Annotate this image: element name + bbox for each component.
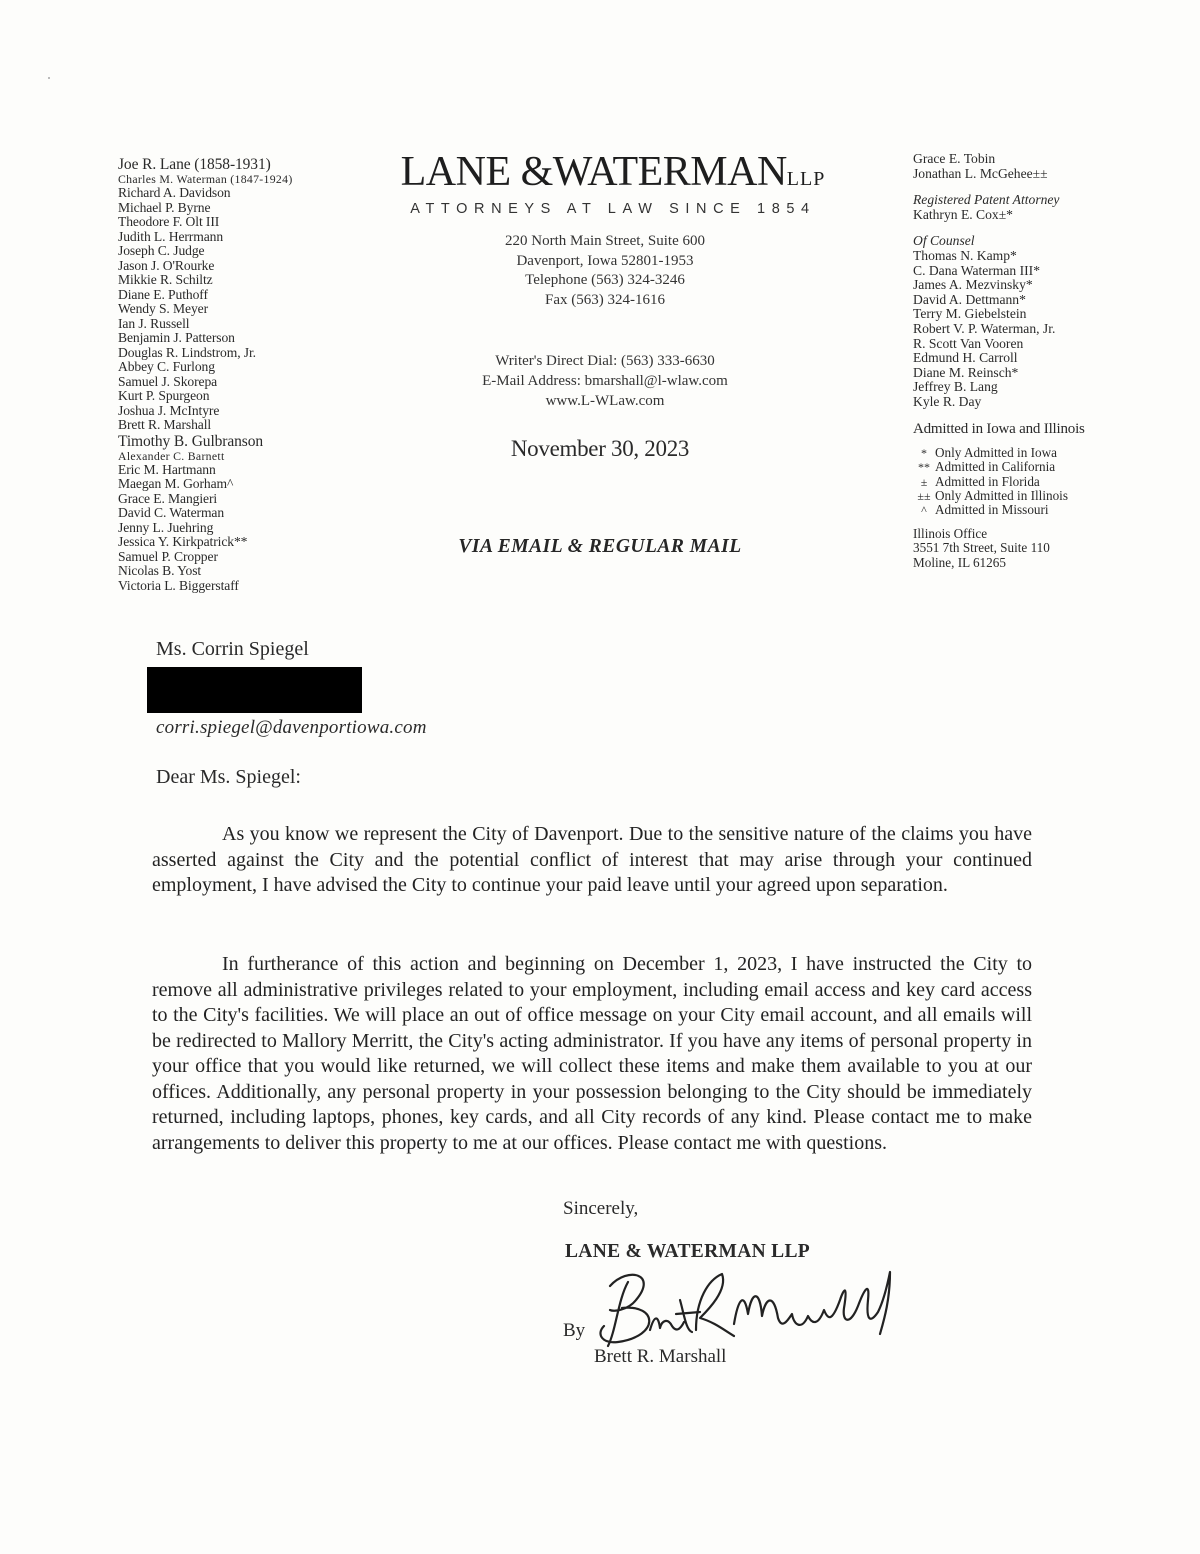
legend-symbol: ±: [920, 474, 928, 489]
recipient-email: corri.spiegel@davenportiowa.com: [156, 717, 427, 738]
body-paragraph: As you know we represent the City of Davenport. Due to the sensitive nature of the claims you have asserted against the City and the potential conflict of interest that may arise through your continued employment, I have advised the City to continue your paid leave until your agreed upon separation.: [152, 823, 1032, 896]
counsel-heading: Of Counsel: [913, 233, 975, 249]
scan-speck: [48, 77, 50, 79]
attorney-name: Theodore F. Olt III: [118, 214, 220, 229]
admission-legend: [913, 446, 1123, 517]
legend-row: [913, 503, 1123, 517]
legend-text: Admitted in Florida: [935, 473, 1040, 489]
attorney-name: Eric M. Hartmann: [118, 461, 216, 477]
handwritten-signature: [588, 1260, 908, 1360]
signature-firm: LANE & WATERMAN LLP: [565, 1241, 810, 1262]
legend-row: [913, 475, 1123, 489]
attorney-name: Samuel P. Cropper: [118, 548, 218, 564]
salutation: Dear Ms. Spiegel:: [156, 766, 301, 788]
attorney-name: Joe R. Lane (1858-1931): [118, 156, 271, 173]
attorney-name: Jason J. O'Rourke: [118, 257, 215, 273]
counsel-name: David A. Dettmann*: [913, 291, 1026, 307]
attorney-name: Ian J. Russell: [118, 315, 190, 331]
attorney-name: Joshua J. McIntyre: [118, 402, 220, 418]
attorney-name: Grace E. Mangieri: [118, 490, 218, 506]
attorney-list-right: Grace E. Tobin Jonathan L. McGehee±± Registered Patent Attorney Kathryn E. Cox±* Of Counsel Thomas N. Kamp* C. Dana Waterman III* James A. Mezvinsky* David A. Dettmann* Terry M. Giebelstein Robert V. P. Waterman, Jr. R. Scott Van Vooren Edmund H. Carroll Diane M. Reinsch* Jeffrey B. Lang Kyle R. Day Admitted in Iowa and Illinois * Only Admitted in Iowa ** Admitted in California ± Admitted in Florida ±± Only Admitted in Illinois ^ Admitted in Missouri Illinois Office 3551 7th Street, Suite 110 Moline, IL 61265: [913, 152, 1123, 570]
attorney-name: Maegan M. Gorham^: [118, 476, 234, 491]
attorney-name: Alexander C. Barnett: [118, 448, 225, 463]
legend-symbol: **: [918, 460, 930, 475]
direct-dial: Writer's Direct Dial: (563) 333-6630: [495, 353, 715, 369]
valediction: Sincerely,: [563, 1198, 639, 1219]
counsel-name: Robert V. P. Waterman, Jr.: [913, 320, 1056, 336]
patent-heading: Registered Patent Attorney: [913, 192, 1060, 208]
counsel-name: Edmund H. Carroll: [913, 350, 1018, 366]
attorney-name: Jenny L. Juehring: [118, 519, 214, 535]
delivery-method: VIA EMAIL & REGULAR MAIL: [458, 536, 742, 557]
attorney-name: Charles M. Waterman (1847-1924): [118, 172, 293, 186]
attorney-name: Michael P. Byrne: [118, 199, 211, 215]
counsel-name: Thomas N. Kamp*: [913, 247, 1017, 263]
body-paragraph: In furtherance of this action and beginning on December 1, 2023, I have instructed the City to remove all administrative privileges related to your employment, including email access and key card access to the City's facilities. We will place an out of office message on your City email account, and all emails will be redirected to Mallory Merritt, the City's acting administrator. If you have any items of personal property in your office that you would like returned, we will collect these items and make them available to you at our offices. Additionally, any personal property in your possession belonging to the City should be immediately returned, including laptops, phones, key cards, and all City records of any kind. Please contact me to make arrangements to deliver this property to me at our offices. Please contact me with questions.: [152, 953, 1032, 1154]
illinois-office: Illinois Office 3551 7th Street, Suite 110 Moline, IL 61265: [913, 526, 1050, 570]
counsel-name: Jeffrey B. Lang: [913, 379, 998, 395]
attorney-name: Abbey C. Furlong: [118, 359, 215, 374]
attorney-name: Diane E. Puthoff: [118, 286, 208, 302]
counsel-name: Diane M. Reinsch*: [913, 364, 1019, 380]
attorney-name: Benjamin J. Patterson: [118, 330, 235, 345]
legend-text: Admitted in Missouri: [935, 501, 1049, 517]
attorney-name: Douglas R. Lindstrom, Jr.: [118, 344, 256, 360]
counsel-name: Kyle R. Day: [913, 393, 982, 409]
firm-logo: LANE &WATERMANLLP: [400, 149, 826, 195]
attorney-name: Victoria L. Biggerstaff: [118, 577, 239, 593]
redaction-bar: [147, 667, 362, 713]
legend-text: Only Admitted in Iowa: [935, 445, 1057, 461]
attorney-list-left: [118, 156, 358, 593]
attorney-name: Richard A. Davidson: [118, 185, 231, 200]
legend-row: [913, 446, 1123, 460]
counsel-list: [913, 249, 1123, 410]
counsel-name: R. Scott Van Vooren: [913, 335, 1024, 351]
attorney-name: Wendy S. Meyer: [118, 301, 208, 316]
counsel-name: Terry M. Giebelstein: [913, 306, 1027, 322]
attorney-name: Jessica Y. Kirkpatrick**: [118, 534, 248, 549]
attorney-name: Judith L. Herrmann: [118, 228, 224, 244]
by-label: By: [563, 1320, 586, 1341]
legend-symbol: ±±: [917, 488, 931, 503]
letterhead: [398, 149, 828, 217]
attorney-name: Samuel J. Skorepa: [118, 373, 218, 389]
signer-name: Brett R. Marshall: [594, 1346, 727, 1367]
counsel-name: James A. Mezvinsky*: [913, 277, 1033, 293]
legend-text: Only Admitted in Illinois: [935, 487, 1068, 503]
writer-contact: [430, 351, 780, 411]
legend-symbol: ^: [921, 502, 927, 517]
website: www.L-WLaw.com: [545, 393, 665, 409]
recipient-name: Ms. Corrin Spiegel: [156, 638, 309, 660]
attorney-name: Kurt P. Spurgeon: [118, 388, 210, 403]
letter-date: November 30, 2023: [510, 436, 690, 461]
legend-row: [913, 489, 1123, 503]
legend-row: [913, 460, 1123, 474]
legend-symbol: *: [921, 446, 927, 461]
attorney-name: Nicolas B. Yost: [118, 563, 202, 578]
writer-email: E-Mail Address: bmarshall@l-wlaw.com: [482, 373, 728, 389]
attorney-name: David C. Waterman: [118, 505, 225, 520]
firm-tagline: ATTORNEYS AT LAW SINCE 1854: [410, 201, 816, 217]
attorney-name: Joseph C. Judge: [118, 243, 205, 258]
attorney-name: Mikkie R. Schiltz: [118, 272, 213, 287]
legend-text: Admitted in California: [935, 459, 1056, 475]
attorney-name: Brett R. Marshall: [118, 417, 212, 432]
counsel-name: C. Dana Waterman III*: [913, 262, 1040, 278]
admitted-note: Admitted in Iowa and Illinois: [913, 420, 1085, 437]
attorney-name: Timothy B. Gulbranson: [118, 432, 264, 450]
firm-address: 220 North Main Street, Suite 600 Davenport, Iowa 52801-1953 Telephone (563) 324-3246 Fax (563) 324-1616: [505, 233, 705, 308]
